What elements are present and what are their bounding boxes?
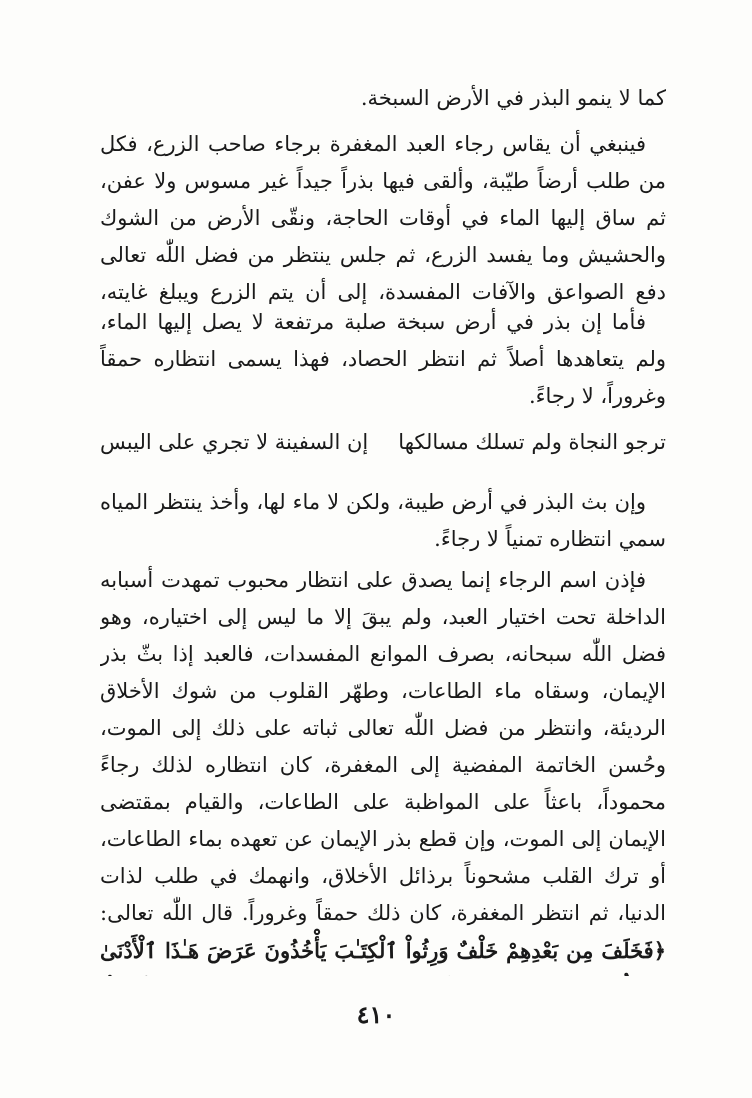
poetry-verse: [100, 424, 666, 461]
quran-verse-araf: ﴿فَخَلَفَ مِن بَعْدِهِمْ خَلْفٌ وَرِثُواْ ٱلْكِتَـٰبَ يَأْخُذُونَ عَرَضَ هَـٰذَا ٱلْأَدْنَىٰ: [100, 938, 666, 963]
paragraph-barren-land: فأما إن بذر في أرض سبخة صلبة مرتفعة لا يصل إليها الماء، ولم يتعاهدها أصلاً ثم انتظر الحصاد، فهذا يسمى انتظاره حمقاً وغروراً، لا رجاءً.: [100, 310, 666, 408]
poem-second-hemistich: إن السفينة لا تجري على اليبس: [100, 430, 369, 454]
page-number: ٤١٠: [356, 1000, 396, 1029]
paragraph-conclusion: [100, 562, 666, 976]
paragraph-no-water: وإن بث البذر في أرض طيبة، ولكن لا ماء لها، وأخذ ينتظر المياه سمي انتظاره تمنياً لا رجاءً.: [100, 490, 666, 551]
paragraph-opening: كما لا ينمو البذر في الأرض السبخة.: [360, 86, 666, 110]
conclusion-text: فإذن اسم الرجاء إنما يصدق على انتظار محبوب تمهدت أسبابه الداخلة تحت اختيار العبد، ولم يبقَ إلا ما ليس إلى اختياره، وهو فضل اللّٰه سبحانه، بصرف الموانع المفسدات، فالعبد إذا بثّ بذر الإيمان، وسقاه ماء الطاعات، وطهّر القلوب من شوك الأخلاق الرديئة، وانتظر من فضل اللّٰه تعالى ثباته على ذلك إلى الموت، وحُسن الخاتمة المفضية إلى المغفرة، كان انتظاره لذلك رجاءً محموداً، باعثاً على المواظبة على الطاعات، والقيام بمقتضى الإيمان إلى الموت، وإن قطع بذر الإيمان عن تعهده بماء الطاعات، أو ترك القلب مشحوناً برذائل الأخلاق، وانهمك في طلب لذات الدنيا، ثم انتظر المغفرة، كان ذلك حمقاً وغروراً. قال اللّٰه تعالى:: [100, 568, 666, 925]
paragraph-farmer-analogy: فينبغي أن يقاس رجاء العبد المغفرة برجاء صاحب الزرع، فكل من طلب أرضاً طيّبة، وألقى فيها بذراً جيداً غير مسوس ولا عفن، ثم ساق إليها الماء في أوقات الحاجة، ونقّى الأرض من الشوك والحشيش وما يفسد الزرع، ثم جلس ينتظر من فضل اللّٰه تعالى دفع الصواعق والآفات المفسدة، إلى أن يتم الزرع ويبلغ غايته،: [100, 132, 666, 304]
poem-first-hemistich: ترجو النجاة ولم تسلك مسالكها: [398, 430, 666, 454]
